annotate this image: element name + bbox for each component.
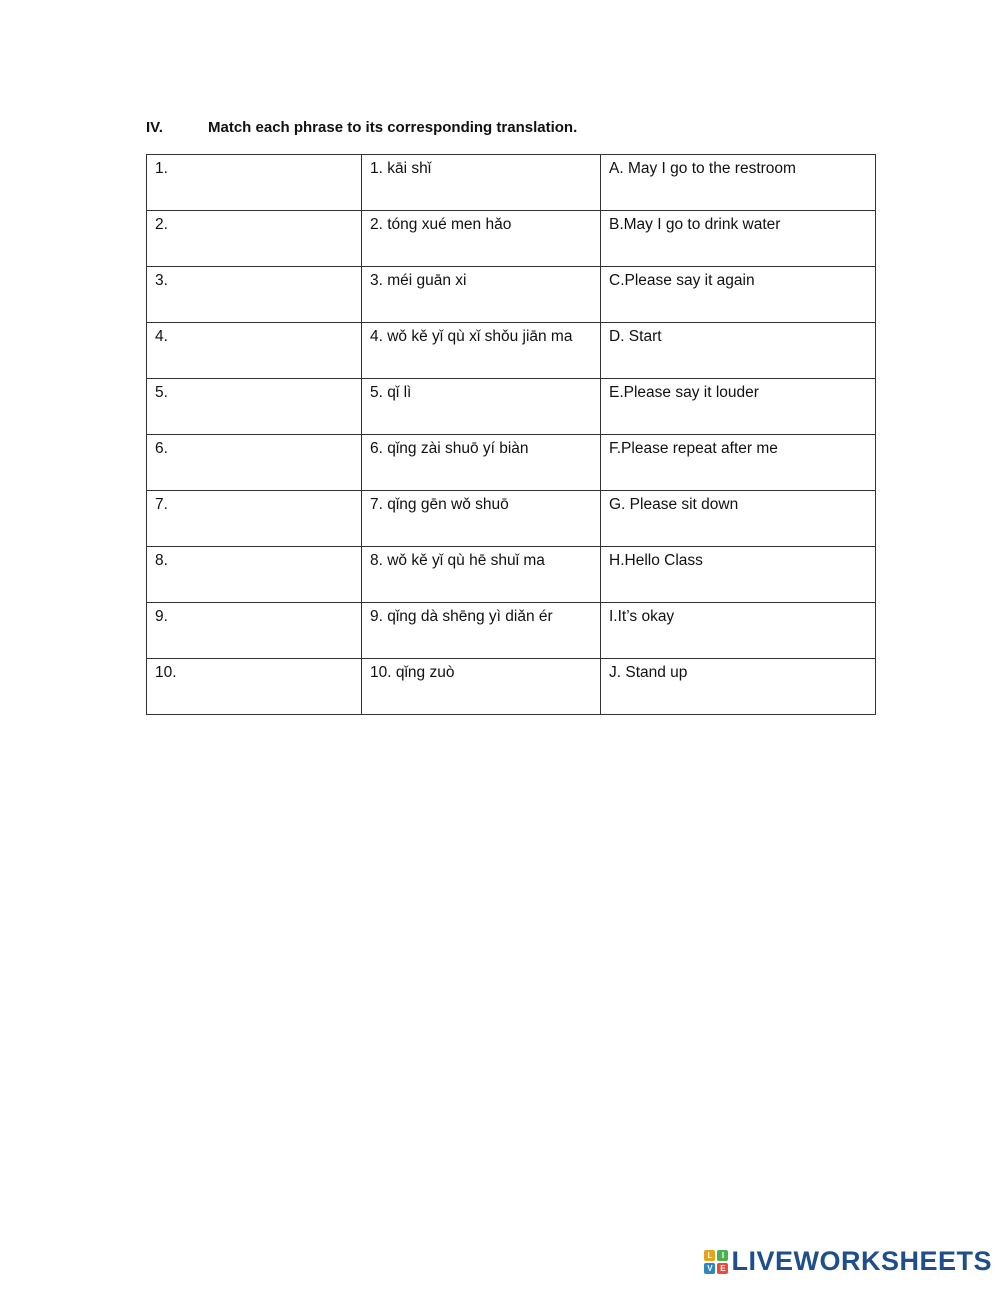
logo-block: E (717, 1263, 728, 1274)
answer-cell[interactable]: 1. (147, 155, 362, 211)
phrase-cell: 4. wǒ kě yǐ qù xǐ shǒu jiān ma (362, 323, 601, 379)
phrase-cell: 7. qǐng gēn wǒ shuō (362, 491, 601, 547)
translation-cell: J. Stand up (601, 659, 876, 715)
phrase-cell: 9. qǐng dà shēng yì diǎn ér (362, 603, 601, 659)
phrase-cell: 2. tóng xué men hǎo (362, 211, 601, 267)
phrase-cell: 8. wǒ kě yǐ qù hē shuǐ ma (362, 547, 601, 603)
phrase-cell: 6. qǐng zài shuō yí biàn (362, 435, 601, 491)
table-row (147, 435, 876, 491)
table-row (147, 491, 876, 547)
logo-text: LIVEWORKSHEETS (731, 1246, 992, 1276)
logo-block: V (704, 1263, 715, 1274)
logo-blocks-icon (704, 1250, 728, 1274)
table-row (147, 603, 876, 659)
section-instruction: Match each phrase to its corresponding translation. (208, 119, 578, 136)
answer-cell[interactable]: 6. (147, 435, 362, 491)
table-row (147, 379, 876, 435)
answer-cell[interactable]: 5. (147, 379, 362, 435)
liveworksheets-logo (704, 1246, 992, 1277)
translation-cell: G. Please sit down (601, 491, 876, 547)
answer-cell[interactable]: 8. (147, 547, 362, 603)
table-row (147, 155, 876, 211)
section-number: IV. (146, 119, 163, 136)
section-heading (146, 119, 577, 136)
phrase-cell: 1. kāi shǐ (362, 155, 601, 211)
answer-cell[interactable]: 3. (147, 267, 362, 323)
translation-cell: B.May I go to drink water (601, 211, 876, 267)
phrase-cell: 5. qǐ lì (362, 379, 601, 435)
answer-cell[interactable]: 7. (147, 491, 362, 547)
table-row (147, 323, 876, 379)
answer-cell[interactable]: 9. (147, 603, 362, 659)
translation-cell: D. Start (601, 323, 876, 379)
translation-cell: I.It’s okay (601, 603, 876, 659)
translation-cell: H.Hello Class (601, 547, 876, 603)
table-row (147, 659, 876, 715)
answer-cell[interactable]: 10. (147, 659, 362, 715)
logo-block: L (704, 1250, 715, 1261)
matching-table-body (147, 155, 876, 715)
phrase-cell: 10. qǐng zuò (362, 659, 601, 715)
table-row (147, 211, 876, 267)
answer-cell[interactable]: 4. (147, 323, 362, 379)
matching-table (146, 154, 876, 715)
translation-cell: E.Please say it louder (601, 379, 876, 435)
table-row (147, 267, 876, 323)
translation-cell: C.Please say it again (601, 267, 876, 323)
phrase-cell: 3. méi guān xi (362, 267, 601, 323)
translation-cell: F.Please repeat after me (601, 435, 876, 491)
answer-cell[interactable]: 2. (147, 211, 362, 267)
logo-block: I (717, 1250, 728, 1261)
translation-cell: A. May I go to the restroom (601, 155, 876, 211)
table-row (147, 547, 876, 603)
